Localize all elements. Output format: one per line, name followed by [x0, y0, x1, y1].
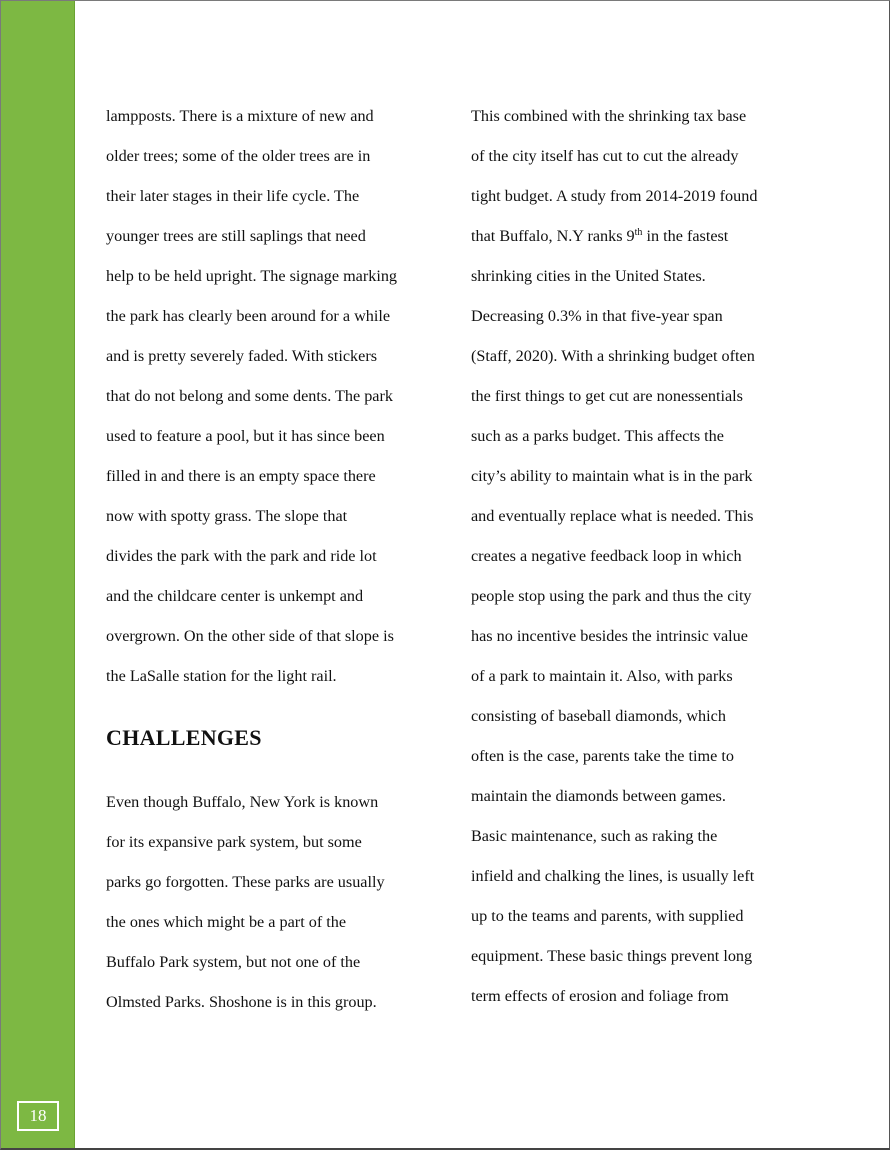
left-text-line: older trees; some of the older trees are in [106, 147, 371, 165]
left-text-line: now with spotty grass. The slope that [106, 507, 348, 525]
left-text-line: overgrown. On the other side of that slope is [106, 627, 394, 645]
left-text-line: their later stages in their life cycle. The [106, 187, 360, 205]
left-text-line: Buffalo Park system, but not one of the [106, 953, 361, 971]
right-text-line: Decreasing 0.3% in that five-year span [471, 307, 723, 325]
left-text-line: the ones which might be a part of the [106, 913, 347, 931]
right-text-line: term effects of erosion and foliage from [471, 987, 729, 1005]
left-text-line: younger trees are still saplings that need [106, 227, 366, 245]
right-text-line: the first things to get cut are nonessentials [471, 387, 743, 405]
left-paragraph-2 [106, 782, 436, 1022]
left-text-line: filled in and there is an empty space there [106, 467, 376, 485]
ordinal-superscript: th [634, 227, 643, 238]
left-column [106, 96, 436, 1022]
left-text-line: used to feature a pool, but it has since been [106, 427, 385, 445]
right-text-line: maintain the diamonds between games. [471, 787, 726, 805]
right-text-line: (Staff, 2020). With a shrinking budget often [471, 347, 755, 365]
right-text-line: such as a parks budget. This affects the [471, 427, 724, 445]
left-text-line: and the childcare center is unkempt and [106, 587, 364, 605]
right-text-line: up to the teams and parents, with supplied [471, 907, 744, 925]
left-text-line: lampposts. There is a mixture of new and [106, 107, 374, 125]
left-text-line: the LaSalle station for the light rail. [106, 667, 337, 685]
left-text-line: that do not belong and some dents. The park [106, 387, 393, 405]
right-text-line: tight budget. A study from 2014-2019 found [471, 187, 758, 205]
right-text-line: Basic maintenance, such as raking the [471, 827, 718, 845]
left-text-line: Olmsted Parks. Shoshone is in this group. [106, 993, 377, 1011]
right-column [471, 96, 801, 1016]
left-paragraph-1 [106, 96, 436, 696]
right-text-line: city’s ability to maintain what is in the park [471, 467, 753, 485]
right-text-line: people stop using the park and thus the city [471, 587, 752, 605]
left-text-line: Even though Buffalo, New York is known [106, 793, 379, 811]
left-text-line: for its expansive park system, but some [106, 833, 362, 851]
right-text-line: infield and chalking the lines, is usually left [471, 867, 755, 885]
right-text-line: often is the case, parents take the time to [471, 747, 734, 765]
right-text-line: equipment. These basic things prevent long [471, 947, 753, 965]
right-text-line: creates a negative feedback loop in which [471, 547, 742, 565]
right-text-line: and eventually replace what is needed. This [471, 507, 754, 525]
left-text-line: help to be held upright. The signage marking [106, 267, 398, 285]
right-text-line: of a park to maintain it. Also, with parks [471, 667, 733, 685]
left-text-line: divides the park with the park and ride lot [106, 547, 377, 565]
left-text-line: the park has clearly been around for a while [106, 307, 391, 325]
left-text-line: and is pretty severely faded. With stickers [106, 347, 378, 365]
rank-line-tail: in the fastest [642, 227, 729, 245]
right-paragraph [471, 96, 801, 1016]
right-text-line: consisting of baseball diamonds, which [471, 707, 726, 725]
right-text-line: This combined with the shrinking tax base [471, 107, 747, 125]
green-side-band [1, 1, 75, 1148]
right-text-line: shrinking cities in the United States. [471, 267, 706, 285]
right-text-line: that Buffalo, N.Y ranks 9th in the fastest [471, 227, 729, 245]
right-text-line: has no incentive besides the intrinsic value [471, 627, 748, 645]
left-text-line: parks go forgotten. These parks are usually [106, 873, 385, 891]
page-number: 18 [17, 1101, 59, 1131]
section-heading-challenges: CHALLENGES [106, 725, 262, 750]
right-text-line: of the city itself has cut to cut the already [471, 147, 739, 165]
